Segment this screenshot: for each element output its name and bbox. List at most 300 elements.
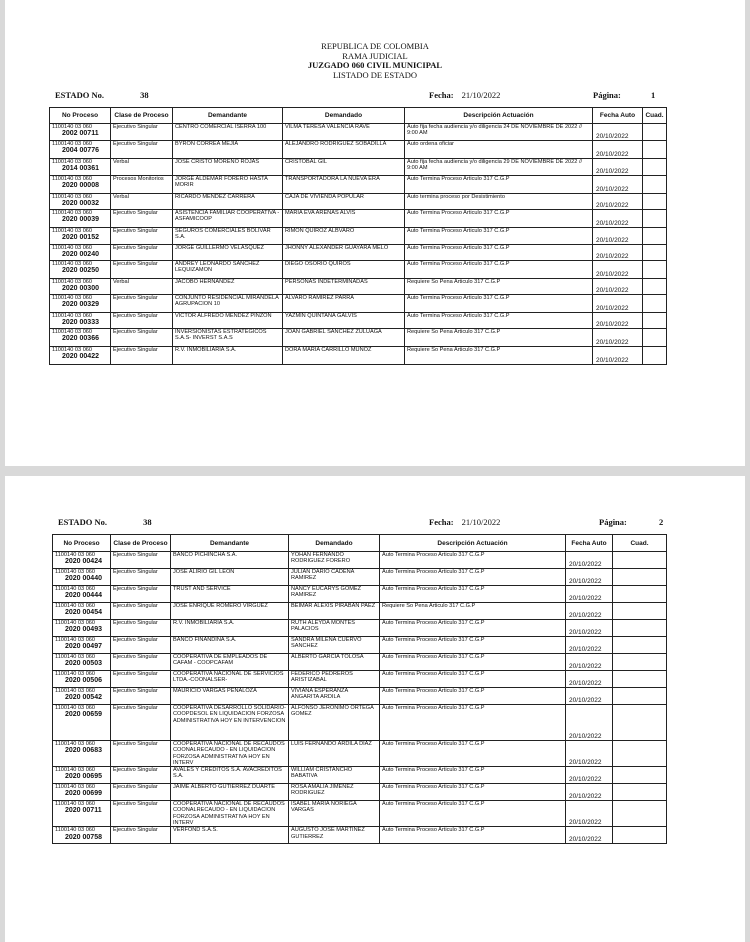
estado-number xyxy=(58,517,152,527)
cell-descripcion: Auto Termina Proceso Articulo 317 C.G.P xyxy=(405,245,593,261)
cell-demandante: COOPERATIVA NACIONAL DE RECAUDOS COONALRECAUDO - EN LIQUIDACION FORZOSA ADMINISTRATIVA HOY EN INTERV xyxy=(171,741,289,767)
cell-cuad xyxy=(643,313,667,329)
cell-cuad xyxy=(613,654,667,671)
cell-descripcion: Auto Termina Proceso Articulo 317 C.G.P xyxy=(380,637,566,654)
cell-no-proceso xyxy=(53,586,111,603)
table-row xyxy=(53,784,667,801)
proceso-code: 1100140 03 060 xyxy=(55,586,96,592)
cell-no-proceso xyxy=(53,801,111,827)
proceso-code: 1100140 03 060 xyxy=(52,245,93,251)
cell-cuad xyxy=(643,141,667,159)
cell-demandado: AUGUSTO JOSE MARTINEZ GUTIERREZ xyxy=(289,827,380,844)
cell-fecha-auto: 20/10/2022 xyxy=(566,767,613,784)
cell-no-proceso xyxy=(53,637,111,654)
cell-fecha-auto: 20/10/2022 xyxy=(593,194,643,210)
cell-cuad xyxy=(643,347,667,365)
cell-demandado: ISABEL MARIA NORIEGA VARGAS xyxy=(289,801,380,827)
cell-descripcion: Auto Termina Proceso Articulo 317 C.G.P xyxy=(405,313,593,329)
cell-no-proceso xyxy=(50,313,111,329)
cell-demandante: VERFOND S.A.S. xyxy=(171,827,289,844)
cell-fecha-auto: 20/10/2022 xyxy=(593,261,643,279)
cell-demandado: JOAN GABRIEL SANCHEZ ZULUAGA xyxy=(283,329,405,347)
col-demandado: Demandado xyxy=(289,535,380,552)
document-page-2 xyxy=(5,476,745,942)
cell-demandado: WILLIAM CRISTANCHO BABATIVA xyxy=(289,767,380,784)
cell-fecha-auto: 20/10/2022 xyxy=(593,295,643,313)
cell-demandado: JHONNY ALEXANDER GUAYARA MELO xyxy=(283,245,405,261)
cell-descripcion: Auto Termina Proceso Articulo 317 C.G.P xyxy=(380,620,566,637)
estado-label: ESTADO No. xyxy=(55,90,104,100)
cell-clase: Ejecutivo Singular xyxy=(111,329,173,347)
table-row xyxy=(53,569,667,586)
proceso-number: 2020 00250 xyxy=(62,267,99,275)
fecha-field xyxy=(429,517,500,527)
cell-demandante: JORGE GUILLERMO VELASQUEZ xyxy=(173,245,283,261)
proceso-number: 2004 00776 xyxy=(62,147,99,155)
table-row xyxy=(50,141,667,159)
cell-demandante: JACOBO HERNANDEZ xyxy=(173,279,283,295)
cell-fecha-auto: 20/10/2022 xyxy=(566,801,613,827)
cell-fecha-auto: 20/10/2022 xyxy=(593,279,643,295)
proceso-number: 2020 00683 xyxy=(65,747,102,755)
proceso-code: 1100140 03 060 xyxy=(52,194,93,200)
cell-demandante: ASISTENCIA FAMILIAR COOPERATIVA - ASFAMICOOP xyxy=(173,210,283,228)
cell-clase: Ejecutivo Singular xyxy=(111,586,171,603)
col-fecha-auto: Fecha Auto xyxy=(566,535,613,552)
cell-descripcion: Requiere So Pena Articulo 317 C.G.P xyxy=(380,603,566,620)
col-demandante: Demandante xyxy=(171,535,289,552)
cell-no-proceso xyxy=(50,124,111,141)
proceso-number: 2020 00152 xyxy=(62,234,99,242)
cell-cuad xyxy=(613,586,667,603)
cell-clase: Verbal xyxy=(111,159,173,176)
cell-clase: Ejecutivo Singular xyxy=(111,141,173,159)
cell-fecha-auto: 20/10/2022 xyxy=(593,347,643,365)
cell-cuad xyxy=(613,671,667,688)
cell-descripcion: Auto Termina Proceso Articulo 317 C.G.P xyxy=(380,741,566,767)
pagina-field xyxy=(593,90,655,100)
cell-demandante: SEGUROS COMERCIALES BOLIVAR S.A. xyxy=(173,228,283,245)
cell-demandado: ALFONSO JERONIMO ORTEGA GOMEZ xyxy=(289,705,380,741)
pagina-label: Página: xyxy=(593,90,621,100)
cell-demandado: FEDERICO PEDREROS ARISTIZABAL xyxy=(289,671,380,688)
cell-cuad xyxy=(613,637,667,654)
proceso-code: 1100140 03 060 xyxy=(55,767,96,774)
table-row xyxy=(53,688,667,705)
fecha-label: Fecha: xyxy=(429,517,454,527)
cell-descripcion: Requiere So Pena Articulo 317 C.G.P xyxy=(405,347,593,365)
proceso-code: 1100140 03 060 xyxy=(55,688,96,694)
col-clase: Clase de Proceso xyxy=(111,535,171,552)
cell-demandante: VICTOR ALFREDO MENDEZ PINZON xyxy=(173,313,283,329)
cell-demandante: TRUST AND SERVICE xyxy=(171,586,289,603)
proceso-code: 1100140 03 060 xyxy=(52,159,93,165)
cell-demandante: ANDREY LEONARDO SANCHEZ LEQUIZAMON xyxy=(173,261,283,279)
proceso-number: 2020 00695 xyxy=(65,773,102,781)
cell-clase: Ejecutivo Singular xyxy=(111,767,171,784)
cell-demandante: R.V. INMOBILIARIA S.A. xyxy=(173,347,283,365)
cell-descripcion: Auto Termina Proceso Articulo 317 C.G.P xyxy=(405,176,593,194)
cell-cuad xyxy=(643,228,667,245)
cell-fecha-auto: 20/10/2022 xyxy=(566,603,613,620)
proceso-number: 2020 00333 xyxy=(62,319,99,327)
table-row xyxy=(53,654,667,671)
cell-no-proceso xyxy=(50,279,111,295)
proceso-number: 2020 00493 xyxy=(65,626,102,634)
proceso-code: 1100140 03 060 xyxy=(55,654,96,660)
cell-no-proceso xyxy=(53,671,111,688)
cell-descripcion: Auto Termina Proceso Articulo 317 C.G.P xyxy=(380,654,566,671)
cell-demandado: DORA MARIA CARRILLO MUÑOZ xyxy=(283,347,405,365)
col-cuad: Cuad. xyxy=(613,535,667,552)
cell-clase: Ejecutivo Singular xyxy=(111,620,171,637)
cell-demandado: SANDRA MILENA CUERVO SANCHEZ xyxy=(289,637,380,654)
cell-cuad xyxy=(613,688,667,705)
cell-cuad xyxy=(613,767,667,784)
cell-clase: Ejecutivo Singular xyxy=(111,688,171,705)
header-court: JUZGADO 060 CIVIL MUNICIPAL xyxy=(307,60,443,70)
col-demandado: Demandado xyxy=(283,108,405,124)
cell-cuad xyxy=(613,569,667,586)
cell-no-proceso xyxy=(53,552,111,569)
cell-fecha-auto: 20/10/2022 xyxy=(566,741,613,767)
cell-clase: Ejecutivo Singular xyxy=(111,603,171,620)
cell-demandante: INVERSIONISTAS ESTRATEGICOS S.A.S- INVERST S.A.S xyxy=(173,329,283,347)
cell-fecha-auto: 20/10/2022 xyxy=(593,210,643,228)
proceso-number: 2020 00699 xyxy=(65,790,102,798)
cell-fecha-auto: 20/10/2022 xyxy=(593,159,643,176)
proceso-number: 2020 00758 xyxy=(65,833,102,841)
court-header xyxy=(5,42,745,80)
table-row xyxy=(50,245,667,261)
pagina-value: 2 xyxy=(659,517,664,527)
cell-cuad xyxy=(643,176,667,194)
cell-fecha-auto: 20/10/2022 xyxy=(593,329,643,347)
cell-demandante: BANCO PICHINCHA S.A. xyxy=(171,552,289,569)
table-row xyxy=(50,124,667,141)
estado-table-page-1 xyxy=(49,107,667,365)
cell-demandado: YOHAN FERNANDO RODRIGUEZ FORERO xyxy=(289,552,380,569)
cell-no-proceso xyxy=(53,767,111,784)
cell-cuad xyxy=(613,620,667,637)
cell-demandante: COOPERATIVA NACIONAL DE SERVICIOS LTDA.-COONALSER- xyxy=(171,671,289,688)
cell-demandado: BEIMAR ALEXIS PIRABAN PAEZ xyxy=(289,603,380,620)
cell-clase: Ejecutivo Singular xyxy=(111,261,173,279)
fecha-value: 21/10/2022 xyxy=(461,517,501,527)
proceso-number: 2020 00506 xyxy=(65,677,102,685)
cell-cuad xyxy=(613,705,667,741)
cell-fecha-auto: 20/10/2022 xyxy=(566,705,613,741)
cell-descripcion: Auto Termina Proceso Articulo 317 C.G.P xyxy=(380,705,566,741)
table-row xyxy=(50,329,667,347)
estado-table-page-2 xyxy=(52,534,667,844)
cell-fecha-auto: 20/10/2022 xyxy=(566,654,613,671)
cell-demandante: COOPERATIVA DESARROLLO SOLIDARIO-COOPDESOL EN LIQUIDACION FORZOSA ADMINISTRATIVA HOY EN INTERVENCION xyxy=(171,705,289,741)
cell-demandante: JOSE ENRIQUE ROMERO VIRGUEZ xyxy=(171,603,289,620)
cell-cuad xyxy=(613,603,667,620)
proceso-code: 1100140 03 060 xyxy=(55,705,96,711)
cell-demandante: JORGE ALDEMAR FORERO HASTA MORIR xyxy=(173,176,283,194)
cell-descripcion: Auto Termina Proceso Articulo 317 C.G.P xyxy=(380,552,566,569)
cell-descripcion: Auto Termina Proceso Articulo 317 C.G.P xyxy=(380,784,566,801)
cell-demandante: COOPERATIVA NACIONAL DE RECAUDOS COONALRECAUDO - EN LIQUIDACION FORZOSA ADMINISTRATIVA HOY EN INTERV xyxy=(171,801,289,827)
table-row xyxy=(50,295,667,313)
cell-descripcion: Auto ordena oficiar xyxy=(405,141,593,159)
cell-descripcion: Auto Termina Proceso Articulo 317 C.G.P xyxy=(380,767,566,784)
cell-no-proceso xyxy=(53,654,111,671)
cell-demandado: RIMON QUIROZ ALBVARO xyxy=(283,228,405,245)
cell-no-proceso xyxy=(53,741,111,767)
cell-demandante: CENTRO COMERCIAL ISERRA 100 xyxy=(173,124,283,141)
proceso-code: 1100140 03 060 xyxy=(55,827,96,834)
table-row xyxy=(53,603,667,620)
proceso-number: 2020 00422 xyxy=(62,353,99,361)
cell-descripcion: Auto fija fecha audiencia y/o diligencia 24 DE NOVIEMBRE DE 2022 // 9:00 AM xyxy=(405,124,593,141)
table-row xyxy=(50,347,667,365)
cell-clase: Ejecutivo Singular xyxy=(111,569,171,586)
cell-fecha-auto: 20/10/2022 xyxy=(566,637,613,654)
cell-demandado: VILMA TERESA VALENCIA RAVE xyxy=(283,124,405,141)
cell-no-proceso xyxy=(53,620,111,637)
proceso-code: 1100140 03 060 xyxy=(55,620,96,626)
table-row xyxy=(50,313,667,329)
cell-descripcion: Auto Termina Proceso Articulo 317 C.G.P xyxy=(405,261,593,279)
cell-cuad xyxy=(643,279,667,295)
cell-clase: Ejecutivo Singular xyxy=(111,827,171,844)
proceso-number: 2020 00240 xyxy=(62,251,99,259)
cell-no-proceso xyxy=(53,784,111,801)
cell-cuad xyxy=(613,741,667,767)
table-row xyxy=(50,194,667,210)
cell-demandado: MARIA EVA ARENAS ALVIS xyxy=(283,210,405,228)
cell-no-proceso xyxy=(50,210,111,228)
cell-demandante: R.V. INMOBILIARIA S.A. xyxy=(171,620,289,637)
cell-no-proceso xyxy=(53,705,111,741)
cell-descripcion: Auto Termina Proceso Articulo 317 C.G.P xyxy=(405,295,593,313)
cell-descripcion: Auto Termina Proceso Articulo 317 C.G.P xyxy=(380,688,566,705)
cell-no-proceso xyxy=(53,688,111,705)
proceso-code: 1100140 03 060 xyxy=(52,279,93,285)
pagina-label: Página: xyxy=(599,517,627,527)
document-page-1 xyxy=(5,0,745,466)
cell-descripcion: Auto Termina Proceso Articulo 317 C.G.P xyxy=(380,801,566,827)
cell-cuad xyxy=(643,261,667,279)
table-row xyxy=(53,637,667,654)
cell-clase: Ejecutivo Singular xyxy=(111,637,171,654)
table-row xyxy=(53,801,667,827)
estado-number xyxy=(55,90,149,100)
estado-label: ESTADO No. xyxy=(58,517,107,527)
cell-clase: Verbal xyxy=(111,194,173,210)
cell-clase: Ejecutivo Singular xyxy=(111,245,173,261)
cell-cuad xyxy=(613,827,667,844)
proceso-number: 2020 00300 xyxy=(62,285,99,293)
cell-demandado: ALEJANDRO RODRIGUEZ SOBADILLA xyxy=(283,141,405,159)
cell-fecha-auto: 20/10/2022 xyxy=(566,586,613,603)
cell-fecha-auto: 20/10/2022 xyxy=(566,552,613,569)
proceso-code: 1100140 03 060 xyxy=(52,313,93,319)
proceso-number: 2020 00454 xyxy=(65,609,102,617)
cell-descripcion: Auto Termina Proceso Articulo 317 C.G.P xyxy=(405,228,593,245)
cell-demandado: ROSA AMALIA JIMENEZ RODRIGUEZ xyxy=(289,784,380,801)
cell-clase: Ejecutivo Singular xyxy=(111,705,171,741)
cell-demandante: CONJUNTO RESIDENCIAL MIRANDELA AGRUPACION 10 xyxy=(173,295,283,313)
cell-clase: Verbal xyxy=(111,279,173,295)
table-row xyxy=(50,159,667,176)
cell-cuad xyxy=(643,210,667,228)
cell-no-proceso xyxy=(50,141,111,159)
col-no-proceso: No Proceso xyxy=(50,108,111,124)
cell-fecha-auto: 20/10/2022 xyxy=(593,124,643,141)
cell-clase: Ejecutivo Singular xyxy=(111,295,173,313)
pagina-value: 1 xyxy=(651,90,656,100)
cell-cuad xyxy=(643,159,667,176)
cell-descripcion: Requiere So Pena Articulo 317 C.G.P xyxy=(405,279,593,295)
cell-no-proceso xyxy=(50,329,111,347)
proceso-number: 2020 00503 xyxy=(65,660,102,668)
cell-demandante: JAIME ALBERTO GUTIERREZ DUARTE xyxy=(171,784,289,801)
cell-no-proceso xyxy=(50,194,111,210)
cell-demandado: JULIAN DARIO CADENA RAMIREZ xyxy=(289,569,380,586)
cell-demandante: RICARDO MENDEZ CARRERA xyxy=(173,194,283,210)
proceso-code: 1100140 03 060 xyxy=(52,228,93,234)
cell-demandante: AVALES Y CREDITOS S.A. AVACREDITOS S.A. xyxy=(171,767,289,784)
proceso-code: 1100140 03 060 xyxy=(55,784,96,791)
cell-demandado: LUIS FERNANDO ARDILA DIAZ xyxy=(289,741,380,767)
proceso-code: 1100140 03 060 xyxy=(52,176,93,182)
table-row xyxy=(50,228,667,245)
col-cuad: Cuad. xyxy=(643,108,667,124)
cell-cuad xyxy=(643,124,667,141)
cell-no-proceso xyxy=(53,827,111,844)
cell-demandado: RUTH ALEYDA MONTES PALACIOS xyxy=(289,620,380,637)
proceso-number: 2020 00366 xyxy=(62,335,99,343)
proceso-number: 2020 00659 xyxy=(65,711,102,719)
table-row xyxy=(53,552,667,569)
proceso-code: 1100140 03 060 xyxy=(52,295,93,301)
cell-demandante: MAURICIO VARGAS PEÑALOZA xyxy=(171,688,289,705)
cell-no-proceso xyxy=(50,245,111,261)
cell-no-proceso xyxy=(50,261,111,279)
cell-clase: Ejecutivo Singular xyxy=(111,228,173,245)
proceso-code: 1100140 03 060 xyxy=(55,552,96,558)
cell-cuad xyxy=(643,295,667,313)
proceso-code: 1100140 03 060 xyxy=(55,741,96,747)
table-row xyxy=(53,586,667,603)
col-fecha-auto: Fecha Auto xyxy=(593,108,643,124)
cell-cuad xyxy=(643,329,667,347)
table-row xyxy=(53,741,667,767)
cell-clase: Ejecutivo Singular xyxy=(111,741,171,767)
cell-demandado: VIVIANA ESPERANZA ANGARITA ARDILA xyxy=(289,688,380,705)
proceso-number: 2020 00444 xyxy=(65,592,102,600)
cell-demandante: JOSE CRISTO MORENO ROJAS xyxy=(173,159,283,176)
proceso-code: 1100140 03 060 xyxy=(55,671,96,677)
cell-fecha-auto: 20/10/2022 xyxy=(566,784,613,801)
cell-demandado: PERSONAS INDETERMINADAS xyxy=(283,279,405,295)
cell-descripcion: Auto Termina Proceso Articulo 317 C.G.P xyxy=(405,210,593,228)
cell-demandado: YAZMIN QUINTANA GALVIS xyxy=(283,313,405,329)
cell-cuad xyxy=(613,801,667,827)
pagina-field xyxy=(599,517,663,527)
proceso-number: 2020 00008 xyxy=(62,182,99,190)
cell-cuad xyxy=(613,784,667,801)
cell-clase: Ejecutivo Singular xyxy=(111,347,173,365)
estado-value: 38 xyxy=(140,90,149,100)
cell-demandante: BANCO FINANDINA S.A. xyxy=(171,637,289,654)
cell-fecha-auto: 20/10/2022 xyxy=(566,688,613,705)
cell-descripcion: Auto Termina Proceso Articulo 317 C.G.P xyxy=(380,671,566,688)
header-republic: REPUBLICA DE COLOMBIA xyxy=(321,41,429,51)
cell-no-proceso xyxy=(50,347,111,365)
proceso-number: 2014 00361 xyxy=(62,165,99,173)
cell-cuad xyxy=(643,194,667,210)
cell-fecha-auto: 20/10/2022 xyxy=(566,671,613,688)
proceso-code: 1100140 03 060 xyxy=(52,124,93,130)
cell-descripcion: Auto Termina Proceso Articulo 317 C.G.P xyxy=(380,827,566,844)
proceso-number: 2020 00440 xyxy=(65,575,102,583)
cell-clase: Ejecutivo Singular xyxy=(111,552,171,569)
proceso-number: 2020 00032 xyxy=(62,200,99,208)
cell-no-proceso xyxy=(53,569,111,586)
proceso-number: 2020 00329 xyxy=(62,301,99,309)
proceso-number: 2020 00711 xyxy=(65,807,102,815)
cell-demandado: TRANSPORTADORA LA NUEVA ERA xyxy=(283,176,405,194)
proceso-code: 1100140 03 060 xyxy=(55,637,96,643)
cell-fecha-auto: 20/10/2022 xyxy=(566,620,613,637)
cell-descripcion: Auto Termina Proceso Articulo 317 C.G.P xyxy=(380,569,566,586)
cell-no-proceso xyxy=(50,228,111,245)
proceso-number: 2002 00711 xyxy=(62,130,99,138)
cell-demandado: DIEGO OSORIO QUIROS xyxy=(283,261,405,279)
cell-demandado: CAJA DE VIVIENDA POPULAR xyxy=(283,194,405,210)
cell-clase: Ejecutivo Singular xyxy=(111,210,173,228)
proceso-code: 1100140 03 060 xyxy=(52,261,93,267)
cell-descripcion: Auto Termina Proceso Articulo 317 C.G.P xyxy=(380,586,566,603)
col-no-proceso: No Proceso xyxy=(53,535,111,552)
cell-clase: Ejecutivo Singular xyxy=(111,801,171,827)
proceso-code: 1100140 03 060 xyxy=(55,569,96,575)
cell-no-proceso xyxy=(50,295,111,313)
cell-no-proceso xyxy=(50,159,111,176)
estado-value: 38 xyxy=(143,517,152,527)
cell-fecha-auto: 20/10/2022 xyxy=(593,141,643,159)
table-row xyxy=(53,827,667,844)
cell-descripcion: Auto fija fecha audiencia y/o diligencia 29 DE NOVIEMBRE DE 2022 // 9:00 AM xyxy=(405,159,593,176)
cell-clase: Ejecutivo Singular xyxy=(111,654,171,671)
proceso-code: 1100140 03 060 xyxy=(52,210,93,216)
cell-demandado: ALBERTO GARCIA TOLOSA xyxy=(289,654,380,671)
cell-clase: Ejecutivo Singular xyxy=(111,313,173,329)
proceso-code: 1100140 03 060 xyxy=(55,801,96,808)
cell-clase: Procesos Monitorios xyxy=(111,176,173,194)
table-row xyxy=(50,210,667,228)
cell-fecha-auto: 20/10/2022 xyxy=(593,176,643,194)
header-branch: RAMA JUDICIAL xyxy=(342,50,408,61)
proceso-number: 2020 00424 xyxy=(65,558,102,566)
header-list-title: LISTADO DE ESTADO xyxy=(332,69,418,80)
cell-fecha-auto: 20/10/2022 xyxy=(593,245,643,261)
table-row xyxy=(50,261,667,279)
cell-demandante: JOSE ALIRIO GIL LEON xyxy=(171,569,289,586)
table-row xyxy=(50,279,667,295)
cell-clase: Ejecutivo Singular xyxy=(111,784,171,801)
proceso-code: 1100140 03 060 xyxy=(55,603,96,609)
proceso-number: 2020 00542 xyxy=(65,694,102,702)
fecha-field xyxy=(429,90,500,100)
cell-no-proceso xyxy=(53,603,111,620)
proceso-code: 1100140 03 060 xyxy=(52,141,93,147)
